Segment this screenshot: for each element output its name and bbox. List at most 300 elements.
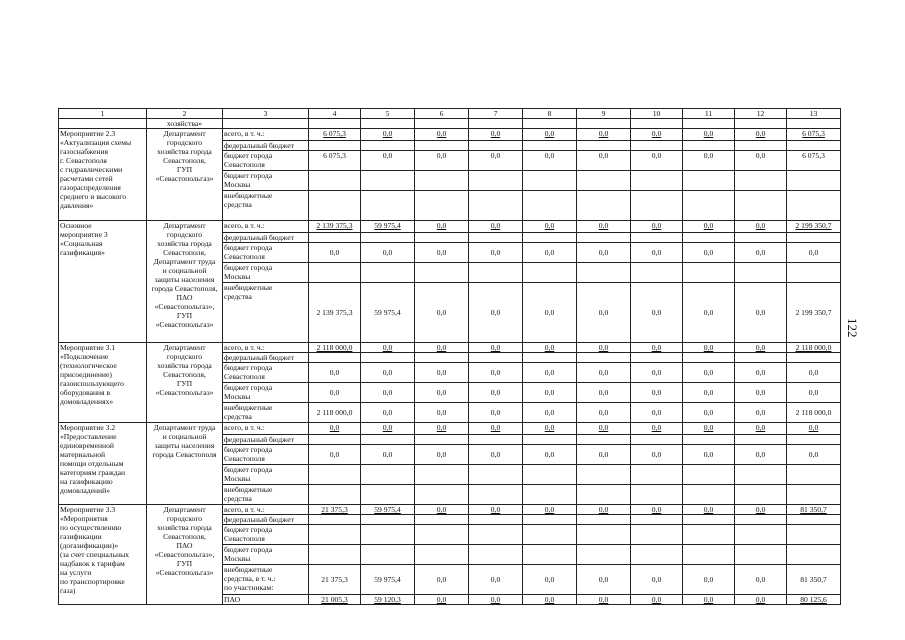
column-header: 4 [309, 109, 361, 119]
value-cell: 0,0 [415, 243, 469, 263]
column-header: 5 [361, 109, 415, 119]
table-row [59, 423, 841, 435]
funding-source-cell: внебюджетные средства [223, 191, 309, 221]
value-cell [309, 171, 361, 191]
value-cell: 0,0 [523, 283, 577, 343]
value-cell: 0,0 [683, 151, 735, 171]
value-cell [735, 435, 787, 445]
value-cell [415, 171, 469, 191]
value-cell: 2 199 350,7 [787, 283, 841, 343]
value-cell [787, 435, 841, 445]
value-cell: 0,0 [683, 283, 735, 343]
value-cell: 0,0 [631, 445, 683, 465]
table-row [59, 129, 841, 141]
value-cell [361, 525, 415, 545]
value-cell [361, 515, 415, 525]
funding-source-cell: ПАО [223, 595, 309, 605]
value-cell [735, 191, 787, 221]
value-cell: 59 120,3 [361, 595, 415, 605]
value-cell: 0,0 [631, 221, 683, 233]
value-cell: 0,0 [577, 505, 631, 515]
value-cell [631, 465, 683, 485]
value-cell: 0,0 [523, 243, 577, 263]
value-cell: 0,0 [631, 363, 683, 383]
value-cell [523, 515, 577, 525]
column-header: 7 [469, 109, 523, 119]
value-cell: 0,0 [683, 565, 735, 595]
value-cell: 0,0 [523, 595, 577, 605]
value-cell: 21 375,3 [309, 565, 361, 595]
column-header: 10 [631, 109, 683, 119]
value-cell [683, 233, 735, 243]
funding-source-cell: всего, в т. ч.: [223, 221, 309, 233]
column-header: 2 [147, 109, 223, 119]
value-cell: 2 118 000,0 [787, 343, 841, 353]
value-cell: 0,0 [735, 243, 787, 263]
value-cell [469, 545, 523, 565]
value-cell: 0,0 [415, 151, 469, 171]
executor-cell: Департамент городского хозяйства города Севастополя, ГУП «Севастопольгаз» [147, 343, 223, 423]
value-cell: 6 075,3 [309, 151, 361, 171]
value-cell [683, 525, 735, 545]
column-header: 9 [577, 109, 631, 119]
value-cell [631, 263, 683, 283]
value-cell: 0,0 [735, 565, 787, 595]
funding-source-cell: бюджет города Москвы [223, 171, 309, 191]
value-cell [361, 485, 415, 505]
value-cell: 21 375,3 [309, 505, 361, 515]
executor-cell: Департамент труда и социальной защиты населения города Севастополя [147, 423, 223, 505]
column-header: 8 [523, 109, 577, 119]
value-cell: 0,0 [631, 383, 683, 403]
value-cell: 0,0 [523, 343, 577, 353]
value-cell [361, 141, 415, 151]
value-cell [577, 485, 631, 505]
value-cell: 0,0 [631, 403, 683, 423]
value-cell: 0,0 [631, 423, 683, 435]
value-cell: 0,0 [523, 383, 577, 403]
value-cell [469, 191, 523, 221]
value-cell [415, 263, 469, 283]
column-header: 1 [59, 109, 147, 119]
value-cell: 0,0 [523, 129, 577, 141]
value-cell: 0,0 [415, 343, 469, 353]
measure-name-cell: Мероприятие 3.3 «Мероприятия по осуществлению газификации (догазификации)» (за счет специальных надбавок к тарифам на услуги по транспортировке газа) [59, 505, 147, 605]
funding-source-cell: бюджет города Севастополя [223, 151, 309, 171]
value-cell: 59 975,4 [361, 505, 415, 515]
value-cell: 0,0 [735, 151, 787, 171]
executor-cell: Департамент городского хозяйства города Севастополя, ПАО «Севастопольгаз», ГУП «Севастопольгаз» [147, 505, 223, 605]
value-cell: 81 350,7 [787, 565, 841, 595]
value-cell [523, 465, 577, 485]
funding-source-cell: внебюджетные средства [223, 403, 309, 423]
column-header: 12 [735, 109, 787, 119]
value-cell: 0,0 [415, 283, 469, 343]
value-cell: 0,0 [469, 565, 523, 595]
funding-source-cell: внебюджетные средства [223, 485, 309, 505]
value-cell: 0,0 [523, 221, 577, 233]
value-cell: 0,0 [577, 565, 631, 595]
value-cell: 6 075,3 [309, 129, 361, 141]
value-cell [469, 233, 523, 243]
value-cell: 0,0 [735, 221, 787, 233]
value-cell [469, 515, 523, 525]
value-cell [309, 465, 361, 485]
continuation-row [59, 119, 841, 129]
value-cell: 0,0 [415, 403, 469, 423]
value-cell [787, 525, 841, 545]
value-cell [523, 435, 577, 445]
value-cell [787, 263, 841, 283]
column-header: 13 [787, 109, 841, 119]
value-cell: 0,0 [683, 383, 735, 403]
value-cell: 0,0 [361, 423, 415, 435]
value-cell: 2 139 375,3 [309, 283, 361, 343]
value-cell [415, 525, 469, 545]
value-cell: 0,0 [787, 243, 841, 263]
value-cell: 0,0 [415, 445, 469, 465]
value-cell: 0,0 [631, 129, 683, 141]
value-cell: 2 139 375,3 [309, 221, 361, 233]
value-cell: 0,0 [469, 383, 523, 403]
measure-name-cell: Мероприятие 3.2 «Предоставление единовременной материальной помощи отдельным категориям граждан на газификацию домовладений» [59, 423, 147, 505]
value-cell [415, 191, 469, 221]
value-cell: 0,0 [415, 423, 469, 435]
value-cell [787, 171, 841, 191]
measure-name-cell: Мероприятие 3.1 «Подключение (технологическое присоединение) газоиспользующего оборудования в домовладениях» [59, 343, 147, 423]
value-cell [415, 435, 469, 445]
value-cell: 0,0 [523, 151, 577, 171]
value-cell: 2 118 000,0 [309, 403, 361, 423]
value-cell: 0,0 [683, 505, 735, 515]
value-cell [577, 141, 631, 151]
value-cell: 0,0 [683, 595, 735, 605]
value-cell: 0,0 [523, 565, 577, 595]
value-cell [469, 435, 523, 445]
value-cell [683, 191, 735, 221]
value-cell [523, 263, 577, 283]
value-cell [469, 171, 523, 191]
value-cell [469, 485, 523, 505]
value-cell [361, 263, 415, 283]
value-cell: 0,0 [309, 423, 361, 435]
value-cell: 2 118 000,0 [787, 403, 841, 423]
value-cell [469, 525, 523, 545]
table-row [59, 221, 841, 233]
value-cell [683, 545, 735, 565]
value-cell: 0,0 [577, 243, 631, 263]
value-cell: 0,0 [631, 595, 683, 605]
value-cell: 0,0 [735, 423, 787, 435]
measure-name-cell: Мероприятие 2.3 «Актуализация схемы газоснабжения г. Севастополя с гидравлическими расчетами сетей газораспределения среднего и высокого давления» [59, 129, 147, 221]
funding-source-cell: бюджет города Москвы [223, 383, 309, 403]
value-cell [309, 353, 361, 363]
value-cell [631, 171, 683, 191]
value-cell [787, 141, 841, 151]
value-cell [683, 435, 735, 445]
funding-source-cell: всего, в т. ч.: [223, 505, 309, 515]
table-row [59, 505, 841, 515]
value-cell: 0,0 [787, 383, 841, 403]
value-cell [735, 465, 787, 485]
value-cell: 0,0 [683, 445, 735, 465]
value-cell: 0,0 [469, 283, 523, 343]
value-cell [631, 545, 683, 565]
value-cell [577, 435, 631, 445]
value-cell [631, 485, 683, 505]
value-cell [787, 353, 841, 363]
value-cell: 0,0 [469, 403, 523, 423]
value-cell [415, 485, 469, 505]
value-cell [735, 515, 787, 525]
value-cell [523, 525, 577, 545]
value-cell [309, 525, 361, 545]
value-cell: 0,0 [415, 595, 469, 605]
value-cell: 0,0 [577, 445, 631, 465]
value-cell: 0,0 [787, 445, 841, 465]
funding-source-cell: бюджет города Москвы [223, 545, 309, 565]
value-cell: 0,0 [309, 383, 361, 403]
table-row [59, 343, 841, 353]
value-cell [631, 525, 683, 545]
value-cell [683, 465, 735, 485]
value-cell [683, 515, 735, 525]
value-cell [415, 233, 469, 243]
value-cell [309, 191, 361, 221]
column-header: 11 [683, 109, 735, 119]
value-cell: 0,0 [683, 403, 735, 423]
value-cell [735, 171, 787, 191]
value-cell [309, 485, 361, 505]
value-cell: 0,0 [361, 383, 415, 403]
value-cell [523, 171, 577, 191]
value-cell: 0,0 [631, 243, 683, 263]
value-cell: 0,0 [415, 505, 469, 515]
measure-name-cell: Основное мероприятие 3 «Социальная газификация» [59, 221, 147, 343]
value-cell [469, 353, 523, 363]
funding-source-cell: федеральный бюджет [223, 435, 309, 445]
funding-source-cell: федеральный бюджет [223, 141, 309, 151]
value-cell [415, 515, 469, 525]
value-cell: 0,0 [787, 423, 841, 435]
value-cell: 0,0 [309, 363, 361, 383]
value-cell: 0,0 [683, 423, 735, 435]
value-cell: 0,0 [361, 151, 415, 171]
executor-cell: Департамент городского хозяйства города Севастополя, Департамент труда и социальной защиты населения города Севастополя, ПАО «Севастопольгаз», ГУП «Севастопольгаз» [147, 221, 223, 343]
value-cell [735, 525, 787, 545]
value-cell: 0,0 [735, 383, 787, 403]
value-cell [361, 171, 415, 191]
value-cell [309, 545, 361, 565]
value-cell [631, 515, 683, 525]
value-cell: 81 350,7 [787, 505, 841, 515]
value-cell: 0,0 [361, 445, 415, 465]
value-cell: 0,0 [631, 151, 683, 171]
value-cell [577, 233, 631, 243]
value-cell: 0,0 [577, 283, 631, 343]
value-cell: 0,0 [631, 343, 683, 353]
value-cell [415, 545, 469, 565]
value-cell [577, 263, 631, 283]
value-cell: 21 005,3 [309, 595, 361, 605]
header-row [59, 109, 841, 119]
funding-source-cell: внебюджетные средства, в т. ч.: по участникам: [223, 565, 309, 595]
funding-source-cell: федеральный бюджет [223, 353, 309, 363]
value-cell [577, 191, 631, 221]
value-cell [309, 435, 361, 445]
value-cell [631, 353, 683, 363]
value-cell: 0,0 [735, 403, 787, 423]
value-cell [735, 141, 787, 151]
value-cell [787, 515, 841, 525]
value-cell [577, 465, 631, 485]
value-cell: 0,0 [469, 505, 523, 515]
value-cell [683, 485, 735, 505]
funding-source-cell: бюджет города Севастополя [223, 445, 309, 465]
value-cell: 0,0 [735, 505, 787, 515]
value-cell [361, 545, 415, 565]
value-cell [683, 141, 735, 151]
funding-source-cell: бюджет города Севастополя [223, 525, 309, 545]
value-cell: 0,0 [523, 445, 577, 465]
value-cell: 59 975,4 [361, 565, 415, 595]
value-cell: 0,0 [361, 129, 415, 141]
value-cell [577, 545, 631, 565]
value-cell [523, 545, 577, 565]
value-cell [787, 465, 841, 485]
value-cell: 0,0 [683, 343, 735, 353]
funding-source-cell: внебюджетные средства [223, 283, 309, 343]
value-cell [683, 171, 735, 191]
value-cell [631, 141, 683, 151]
funding-source-cell: федеральный бюджет [223, 233, 309, 243]
funding-source-cell: бюджет города Севастополя [223, 243, 309, 263]
value-cell [469, 263, 523, 283]
value-cell [735, 485, 787, 505]
continuation-cell: хозяйства» [147, 119, 223, 129]
value-cell [787, 485, 841, 505]
value-cell: 0,0 [469, 363, 523, 383]
value-cell: 0,0 [683, 129, 735, 141]
value-cell [735, 233, 787, 243]
value-cell: 0,0 [361, 363, 415, 383]
value-cell: 0,0 [469, 129, 523, 141]
value-cell: 0,0 [361, 403, 415, 423]
value-cell: 0,0 [577, 403, 631, 423]
value-cell [523, 353, 577, 363]
value-cell: 0,0 [469, 423, 523, 435]
value-cell: 0,0 [309, 243, 361, 263]
value-cell: 0,0 [469, 243, 523, 263]
value-cell: 0,0 [735, 343, 787, 353]
value-cell: 6 075,3 [787, 151, 841, 171]
value-cell [631, 233, 683, 243]
value-cell [361, 465, 415, 485]
value-cell [735, 263, 787, 283]
value-cell [469, 141, 523, 151]
value-cell: 0,0 [415, 129, 469, 141]
value-cell [577, 515, 631, 525]
value-cell: 6 075,3 [787, 129, 841, 141]
value-cell: 0,0 [361, 343, 415, 353]
value-cell: 0,0 [787, 363, 841, 383]
value-cell: 0,0 [683, 363, 735, 383]
value-cell: 0,0 [523, 403, 577, 423]
value-cell [415, 353, 469, 363]
value-cell: 0,0 [523, 505, 577, 515]
value-cell: 0,0 [415, 565, 469, 595]
funding-source-cell: бюджет города Севастополя [223, 363, 309, 383]
value-cell [577, 525, 631, 545]
value-cell [631, 435, 683, 445]
value-cell: 0,0 [523, 363, 577, 383]
value-cell: 2 199 350,7 [787, 221, 841, 233]
value-cell: 0,0 [469, 445, 523, 465]
value-cell [469, 465, 523, 485]
executor-cell: Департамент городского хозяйства города Севастополя, ГУП «Севастопольгаз» [147, 129, 223, 221]
value-cell: 0,0 [361, 243, 415, 263]
budget-table [58, 108, 841, 605]
value-cell: 0,0 [577, 343, 631, 353]
value-cell [415, 141, 469, 151]
value-cell [523, 191, 577, 221]
value-cell: 0,0 [577, 383, 631, 403]
value-cell: 0,0 [631, 283, 683, 343]
value-cell [309, 141, 361, 151]
value-cell [309, 263, 361, 283]
funding-source-cell: всего, в т. ч.: [223, 343, 309, 353]
value-cell: 0,0 [577, 221, 631, 233]
value-cell [577, 171, 631, 191]
value-cell [787, 233, 841, 243]
value-cell: 0,0 [683, 221, 735, 233]
value-cell [683, 263, 735, 283]
value-cell: 0,0 [577, 595, 631, 605]
funding-source-cell: федеральный бюджет [223, 515, 309, 525]
column-header: 6 [415, 109, 469, 119]
value-cell [309, 233, 361, 243]
value-cell: 0,0 [577, 129, 631, 141]
value-cell: 80 125,6 [787, 595, 841, 605]
value-cell [361, 191, 415, 221]
value-cell [415, 465, 469, 485]
page-number: 122 [845, 318, 860, 338]
value-cell [577, 353, 631, 363]
value-cell: 0,0 [469, 221, 523, 233]
value-cell: 2 118 000,0 [309, 343, 361, 353]
value-cell [523, 141, 577, 151]
value-cell: 0,0 [309, 445, 361, 465]
value-cell [309, 515, 361, 525]
funding-source-cell: всего, в т. ч.: [223, 129, 309, 141]
value-cell: 0,0 [735, 129, 787, 141]
value-cell [787, 191, 841, 221]
value-cell: 0,0 [735, 283, 787, 343]
value-cell: 0,0 [415, 383, 469, 403]
value-cell: 0,0 [469, 343, 523, 353]
value-cell: 59 975,4 [361, 283, 415, 343]
value-cell [361, 353, 415, 363]
value-cell: 0,0 [631, 505, 683, 515]
value-cell: 0,0 [577, 423, 631, 435]
funding-source-cell: всего, в т. ч.: [223, 423, 309, 435]
value-cell [683, 353, 735, 363]
value-cell [735, 353, 787, 363]
value-cell [735, 545, 787, 565]
value-cell: 0,0 [415, 221, 469, 233]
value-cell: 0,0 [469, 151, 523, 171]
value-cell: 0,0 [577, 151, 631, 171]
